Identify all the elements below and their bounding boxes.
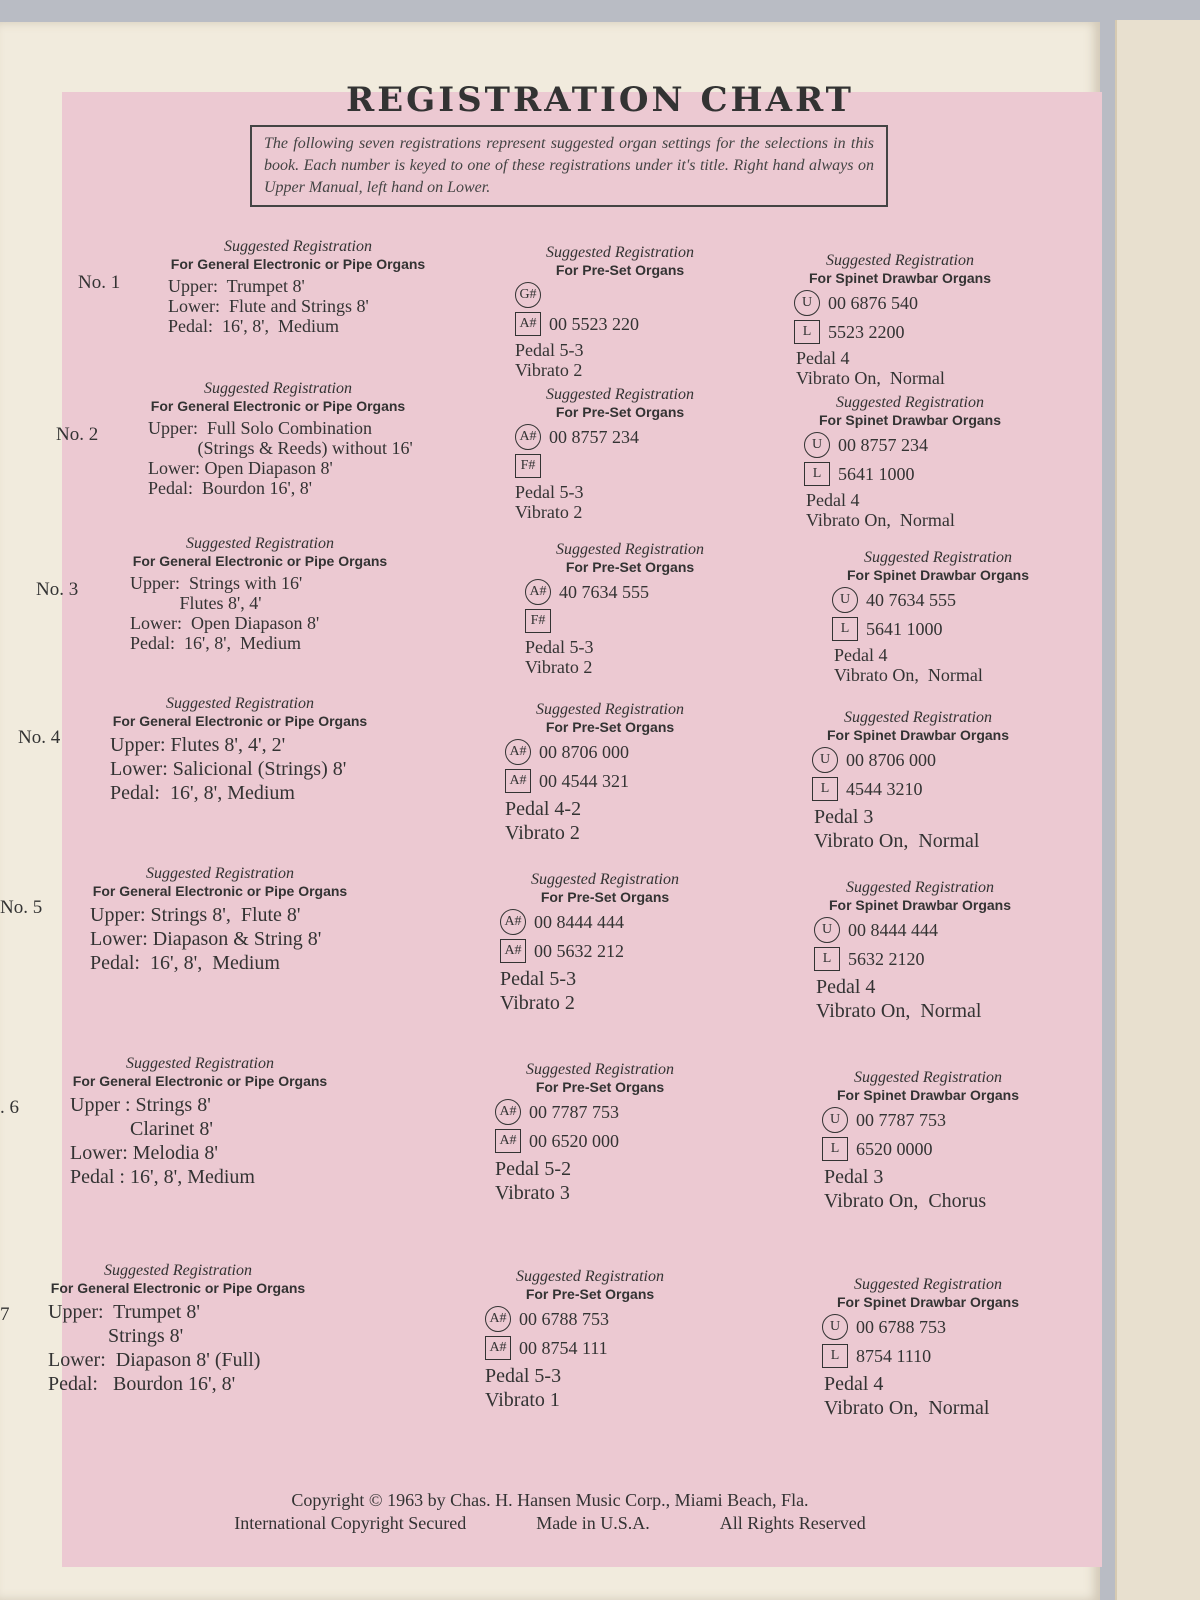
preset-organ-column [515, 244, 725, 380]
preset-key-circle: A# [525, 579, 551, 605]
general-setting-line: Upper: Trumpet 8' [168, 276, 305, 296]
spinet-vibrato: Vibrato On, Normal [814, 830, 980, 852]
suggested-heading: Suggested Registration [556, 541, 704, 558]
preset-key-box: F# [525, 609, 551, 633]
page-title: REGISTRATION CHART [345, 80, 854, 120]
spinet-lower-value: 5632 2120 [848, 948, 925, 969]
preset-upper-value: 40 7634 555 [559, 581, 649, 602]
suggested-heading: Suggested Registration [844, 709, 992, 726]
suggested-heading: Suggested Registration [186, 535, 334, 552]
general-setting-line: Pedal: Bourdon 16', 8' [48, 1373, 236, 1395]
lower-manual-box: L [822, 1344, 848, 1368]
spinet-organ-column [790, 394, 1030, 530]
preset-key-box: A# [505, 769, 531, 793]
preset-pedal: Pedal 5-3 [525, 637, 594, 657]
preset-organ-column [495, 1061, 705, 1205]
suggested-heading: Suggested Registration [104, 1262, 252, 1279]
general-organ-heading: For General Electronic or Pipe Organs [92, 883, 348, 899]
general-organ-column [70, 865, 370, 975]
preset-organ-column [485, 1268, 695, 1412]
preset-lower-value: 00 5523 220 [549, 313, 639, 334]
spinet-organ-heading: For Spinet Drawbar Organs [826, 727, 1010, 743]
preset-key-box: A# [495, 1129, 521, 1153]
preset-vibrato: Vibrato 2 [505, 822, 580, 844]
suggested-heading: Suggested Registration [854, 1069, 1002, 1086]
general-setting-line: Upper: Trumpet 8' [48, 1301, 200, 1323]
spinet-upper-value: 00 7787 753 [856, 1109, 946, 1130]
registration-number: No. 4 [18, 727, 61, 748]
preset-organ-heading: For Pre-Set Organs [545, 719, 675, 735]
copyright-secured: International Copyright Secured [234, 1513, 467, 1533]
spinet-organ-heading: For Spinet Drawbar Organs [818, 412, 1002, 428]
spinet-organ-heading: For Spinet Drawbar Organs [836, 1294, 1020, 1310]
lower-manual-box: L [794, 320, 820, 344]
spinet-lower-value: 6520 0000 [856, 1138, 933, 1159]
registration-number: No. 1 [78, 272, 121, 293]
preset-upper-value: 00 6788 753 [519, 1308, 609, 1329]
preset-key-circle: A# [495, 1099, 521, 1125]
intro-box: The following seven registrations represent suggested organ settings for the selections in this book. Each number is keyed to one of these registrations under it's title. Right hand always on Upper Manual, left hand on Lower. [250, 125, 888, 207]
registration-number: . 6 [0, 1097, 19, 1118]
preset-upper-value: 00 8706 000 [539, 741, 629, 762]
spinet-organ-heading: For Spinet Drawbar Organs [828, 897, 1012, 913]
suggested-heading: Suggested Registration [526, 1061, 674, 1078]
preset-vibrato: Vibrato 2 [515, 502, 583, 522]
preset-organ-heading: For Pre-Set Organs [555, 262, 685, 278]
preset-organ-column [525, 541, 735, 677]
preset-upper-value: 00 7787 753 [529, 1101, 619, 1122]
general-organ-column [148, 238, 448, 336]
general-organ-column [90, 695, 390, 805]
upper-manual-circle: U [832, 587, 858, 613]
preset-organ-column [500, 871, 710, 1015]
spinet-organ-column [808, 1276, 1048, 1420]
general-setting-line: Lower: Open Diapason 8' [148, 458, 333, 478]
preset-pedal: Pedal 5-2 [495, 1158, 572, 1180]
preset-organ-heading: For Pre-Set Organs [565, 559, 695, 575]
suggested-heading: Suggested Registration [536, 701, 684, 718]
lower-manual-box: L [812, 777, 838, 801]
spinet-organ-heading: For Spinet Drawbar Organs [846, 567, 1030, 583]
preset-organ-heading: For Pre-Set Organs [535, 1079, 665, 1095]
preset-pedal: Pedal 5-3 [500, 968, 577, 990]
spinet-lower-value: 5641 1000 [866, 618, 943, 639]
preset-organ-heading: For Pre-Set Organs [540, 889, 670, 905]
preset-vibrato: Vibrato 2 [500, 992, 575, 1014]
general-setting-line: Pedal: 16', 8', Medium [90, 952, 280, 974]
spinet-organ-column [798, 709, 1038, 853]
preset-vibrato: Vibrato 2 [525, 657, 593, 677]
spinet-lower-value: 5523 2200 [828, 321, 905, 342]
general-setting-line: Pedal: 16', 8', Medium [110, 782, 295, 804]
preset-key-box: A# [515, 312, 541, 336]
suggested-heading: Suggested Registration [826, 252, 974, 269]
preset-vibrato: Vibrato 3 [495, 1182, 570, 1204]
general-setting-line: Upper : Strings 8' [70, 1094, 211, 1116]
copyright-line: Copyright © 1963 by Chas. H. Hansen Music Corp., Miami Beach, Fla. [291, 1490, 809, 1510]
preset-key-box: A# [485, 1336, 511, 1360]
spinet-vibrato: Vibrato On, Normal [816, 1000, 982, 1022]
rights-reserved: All Rights Reserved [719, 1513, 866, 1533]
preset-pedal: Pedal 4-2 [505, 798, 582, 820]
preset-upper-value: 00 8757 234 [549, 426, 639, 447]
general-organ-column [50, 1055, 350, 1189]
preset-pedal: Pedal 5-3 [515, 340, 584, 360]
suggested-heading: Suggested Registration [146, 865, 294, 882]
preset-lower-value: 00 8754 111 [519, 1337, 608, 1358]
general-setting-line: (Strings & Reeds) without 16' [148, 438, 413, 458]
general-setting-line: Upper: Strings 8', Flute 8' [90, 904, 301, 926]
suggested-heading: Suggested Registration [166, 695, 314, 712]
suggested-heading: Suggested Registration [546, 386, 694, 403]
preset-upper-value: 00 8444 444 [534, 911, 624, 932]
general-organ-heading: For General Electronic or Pipe Organs [50, 1280, 306, 1296]
general-setting-line: Pedal: 16', 8', Medium [130, 633, 301, 653]
spinet-pedal: Pedal 3 [824, 1166, 884, 1188]
suggested-heading: Suggested Registration [126, 1055, 274, 1072]
preset-key-box: A# [500, 939, 526, 963]
spinet-organ-column [800, 879, 1040, 1023]
general-setting-line: Strings 8' [48, 1325, 184, 1347]
general-setting-line: Clarinet 8' [70, 1118, 214, 1140]
preset-organ-column [505, 701, 715, 845]
spinet-organ-column [818, 549, 1058, 685]
general-setting-line: Lower: Diapason & String 8' [90, 928, 322, 950]
preset-organ-column [515, 386, 725, 522]
preset-pedal: Pedal 5-3 [515, 482, 584, 502]
preset-key-circle: A# [500, 909, 526, 935]
spinet-vibrato: Vibrato On, Normal [834, 665, 983, 685]
spinet-vibrato: Vibrato On, Normal [824, 1397, 990, 1419]
spinet-organ-heading: For Spinet Drawbar Organs [836, 1087, 1020, 1103]
spinet-pedal: Pedal 4 [834, 645, 888, 665]
upper-manual-circle: U [822, 1314, 848, 1340]
general-organ-column [110, 535, 410, 653]
suggested-heading: Suggested Registration [531, 871, 679, 888]
copyright-footer [0, 1490, 1100, 1534]
lower-manual-box: L [822, 1137, 848, 1161]
spinet-lower-value: 5641 1000 [838, 463, 915, 484]
upper-manual-circle: U [794, 290, 820, 316]
suggested-heading: Suggested Registration [516, 1268, 664, 1285]
preset-key-box: F# [515, 454, 541, 478]
suggested-heading: Suggested Registration [204, 380, 352, 397]
back-pages-edge [1115, 20, 1200, 1600]
general-setting-line: Pedal: Bourdon 16', 8' [148, 478, 312, 498]
general-setting-line: Pedal : 16', 8', Medium [70, 1166, 255, 1188]
preset-key-circle: A# [515, 424, 541, 450]
registration-number: 7 [0, 1304, 10, 1325]
spinet-organ-column [808, 1069, 1048, 1213]
preset-key-circle: G# [515, 282, 541, 308]
preset-lower-value: 00 5632 212 [534, 940, 624, 961]
general-setting-line: Lower: Diapason 8' (Full) [48, 1349, 261, 1371]
spinet-lower-value: 8754 1110 [856, 1345, 932, 1366]
spinet-pedal: Pedal 4 [816, 976, 876, 998]
suggested-heading: Suggested Registration [546, 244, 694, 261]
general-organ-column [128, 380, 428, 498]
general-setting-line: Lower: Salicional (Strings) 8' [110, 758, 347, 780]
spinet-upper-value: 40 7634 555 [866, 589, 956, 610]
suggested-heading: Suggested Registration [846, 879, 994, 896]
upper-manual-circle: U [822, 1107, 848, 1133]
general-setting-line: Upper: Full Solo Combination [148, 418, 373, 438]
general-setting-line: Lower: Melodia 8' [70, 1142, 219, 1164]
registration-number: No. 3 [36, 579, 79, 600]
general-organ-column [28, 1262, 328, 1396]
suggested-heading: Suggested Registration [854, 1276, 1002, 1293]
general-organ-heading: For General Electronic or Pipe Organs [132, 553, 388, 569]
registration-number: No. 2 [56, 424, 99, 445]
spinet-pedal: Pedal 4 [796, 348, 850, 368]
spinet-upper-value: 00 6876 540 [828, 292, 918, 313]
preset-vibrato: Vibrato 1 [485, 1389, 560, 1411]
upper-manual-circle: U [814, 917, 840, 943]
general-setting-line: Flutes 8', 4' [130, 593, 262, 613]
general-setting-line: Pedal: 16', 8', Medium [168, 316, 339, 336]
spinet-pedal: Pedal 3 [814, 806, 874, 828]
spinet-organ-heading: For Spinet Drawbar Organs [808, 270, 992, 286]
spinet-lower-value: 4544 3210 [846, 778, 923, 799]
suggested-heading: Suggested Registration [864, 549, 1012, 566]
preset-key-circle: A# [485, 1306, 511, 1332]
preset-lower-value: 00 4544 321 [539, 770, 629, 791]
preset-vibrato: Vibrato 2 [515, 360, 583, 380]
general-setting-line: Upper: Flutes 8', 4', 2' [110, 734, 286, 756]
general-setting-line: Upper: Strings with 16' [130, 573, 303, 593]
spinet-upper-value: 00 6788 753 [856, 1316, 946, 1337]
made-in: Made in U.S.A. [536, 1513, 650, 1533]
spinet-pedal: Pedal 4 [824, 1373, 884, 1395]
general-organ-heading: For General Electronic or Pipe Organs [170, 256, 426, 272]
upper-manual-circle: U [812, 747, 838, 773]
spinet-vibrato: Vibrato On, Normal [806, 510, 955, 530]
preset-lower-value: 00 6520 000 [529, 1130, 619, 1151]
general-setting-line: Lower: Flute and Strings 8' [168, 296, 369, 316]
suggested-heading: Suggested Registration [224, 238, 372, 255]
spinet-vibrato: Vibrato On, Normal [796, 368, 945, 388]
lower-manual-box: L [832, 617, 858, 641]
preset-pedal: Pedal 5-3 [485, 1365, 562, 1387]
preset-organ-heading: For Pre-Set Organs [555, 404, 685, 420]
preset-organ-heading: For Pre-Set Organs [525, 1286, 655, 1302]
lower-manual-box: L [814, 947, 840, 971]
spinet-upper-value: 00 8444 444 [848, 919, 938, 940]
preset-key-circle: A# [505, 739, 531, 765]
suggested-heading: Suggested Registration [836, 394, 984, 411]
general-organ-heading: For General Electronic or Pipe Organs [150, 398, 406, 414]
general-setting-line: Lower: Open Diapason 8' [130, 613, 320, 633]
general-organ-heading: For General Electronic or Pipe Organs [112, 713, 368, 729]
spinet-organ-column [780, 252, 1020, 388]
spinet-upper-value: 00 8757 234 [838, 434, 928, 455]
spinet-upper-value: 00 8706 000 [846, 749, 936, 770]
lower-manual-box: L [804, 462, 830, 486]
general-organ-heading: For General Electronic or Pipe Organs [72, 1073, 328, 1089]
spinet-vibrato: Vibrato On, Chorus [824, 1190, 987, 1212]
upper-manual-circle: U [804, 432, 830, 458]
registration-number: No. 5 [0, 897, 43, 918]
spinet-pedal: Pedal 4 [806, 490, 860, 510]
